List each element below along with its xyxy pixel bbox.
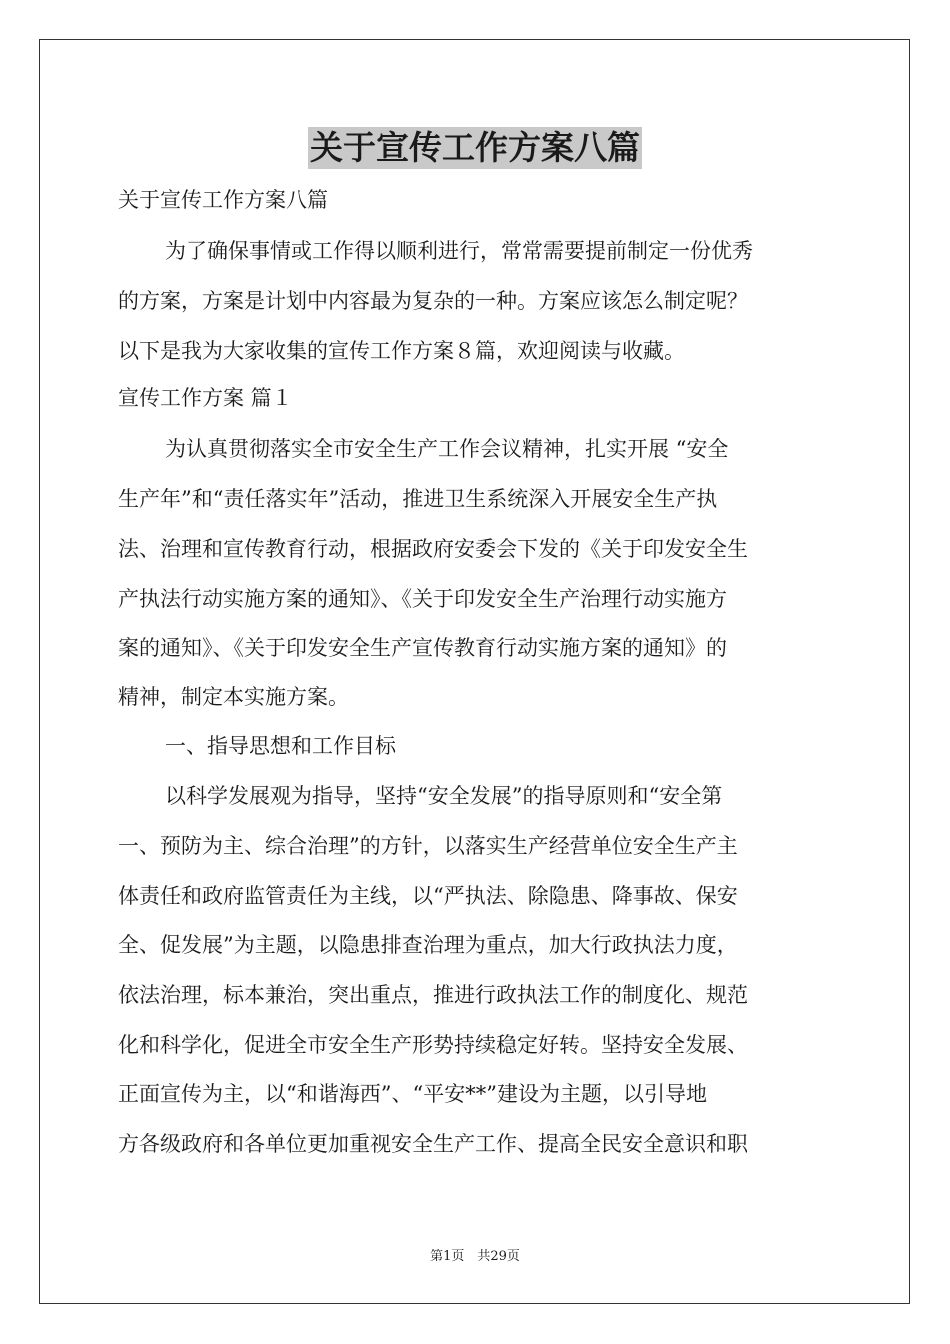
- paragraph-line: 精神，制定本实施方案。: [118, 685, 349, 709]
- paragraph-line: 案的通知》、《关于印发安全生产宣传教育行动实施方案的通知》的: [118, 636, 727, 660]
- section-heading: 宣传工作方案 篇１: [118, 386, 293, 410]
- paragraph-line: 以下是我为大家收集的宣传工作方案８篇，欢迎阅读与收藏。: [118, 339, 685, 363]
- paragraph-line: 以科学发展观为指导，坚持“安全发展”的指导原则和“安全第: [165, 784, 723, 808]
- page-footer: 第1页 共29页: [430, 1249, 520, 1264]
- paragraph-line: 一、预防为主、综合治理”的方针，以落实生产经营单位安全生产主: [118, 834, 738, 858]
- paragraph-line: 产执法行动实施方案的通知》、《关于印发安全生产治理行动实施方: [118, 587, 727, 611]
- paragraph-line: 全、促发展”为主题，以隐患排查治理为重点，加大行政执法力度，: [118, 933, 738, 957]
- document-title: 关于宣传工作方案八篇: [310, 128, 640, 167]
- paragraph-line: 方各级政府和各单位更加重视安全生产工作、提高全民安全意识和职: [118, 1132, 748, 1156]
- paragraph-line: 依法治理，标本兼治，突出重点，推进行政执法工作的制度化、规范: [118, 983, 748, 1007]
- paragraph-line: 为了确保事情或工作得以顺利进行，常常需要提前制定一份优秀: [165, 239, 753, 263]
- paragraph-line: 生产年”和“责任落实年”活动，推进卫生系统深入开展安全生产执: [118, 487, 718, 511]
- paragraph-line: 法、治理和宣传教育行动，根据政府安委会下发的《关于印发安全生: [118, 537, 748, 561]
- paragraph-line: 为认真贯彻落实全市安全生产工作会议精神，扎实开展 “安全: [165, 437, 729, 461]
- document-subtitle: 关于宣传工作方案八篇: [118, 188, 328, 212]
- paragraph-line: 正面宣传为主，以“和谐海西”、“平安**”建设为主题，以引导地: [118, 1082, 707, 1106]
- subsection-heading: 一、指导思想和工作目标: [165, 734, 396, 758]
- title-container: [0, 127, 950, 169]
- paragraph-line: 的方案，方案是计划中内容最为复杂的一种。方案应该怎么制定呢？: [118, 289, 748, 313]
- paragraph-line: 化和科学化，促进全市安全生产形势持续稳定好转。坚持安全发展、: [118, 1033, 748, 1057]
- paragraph-line: 体责任和政府监管责任为主线，以“严执法、除隐患、降事故、保安: [118, 884, 738, 908]
- page-border: [39, 39, 910, 1304]
